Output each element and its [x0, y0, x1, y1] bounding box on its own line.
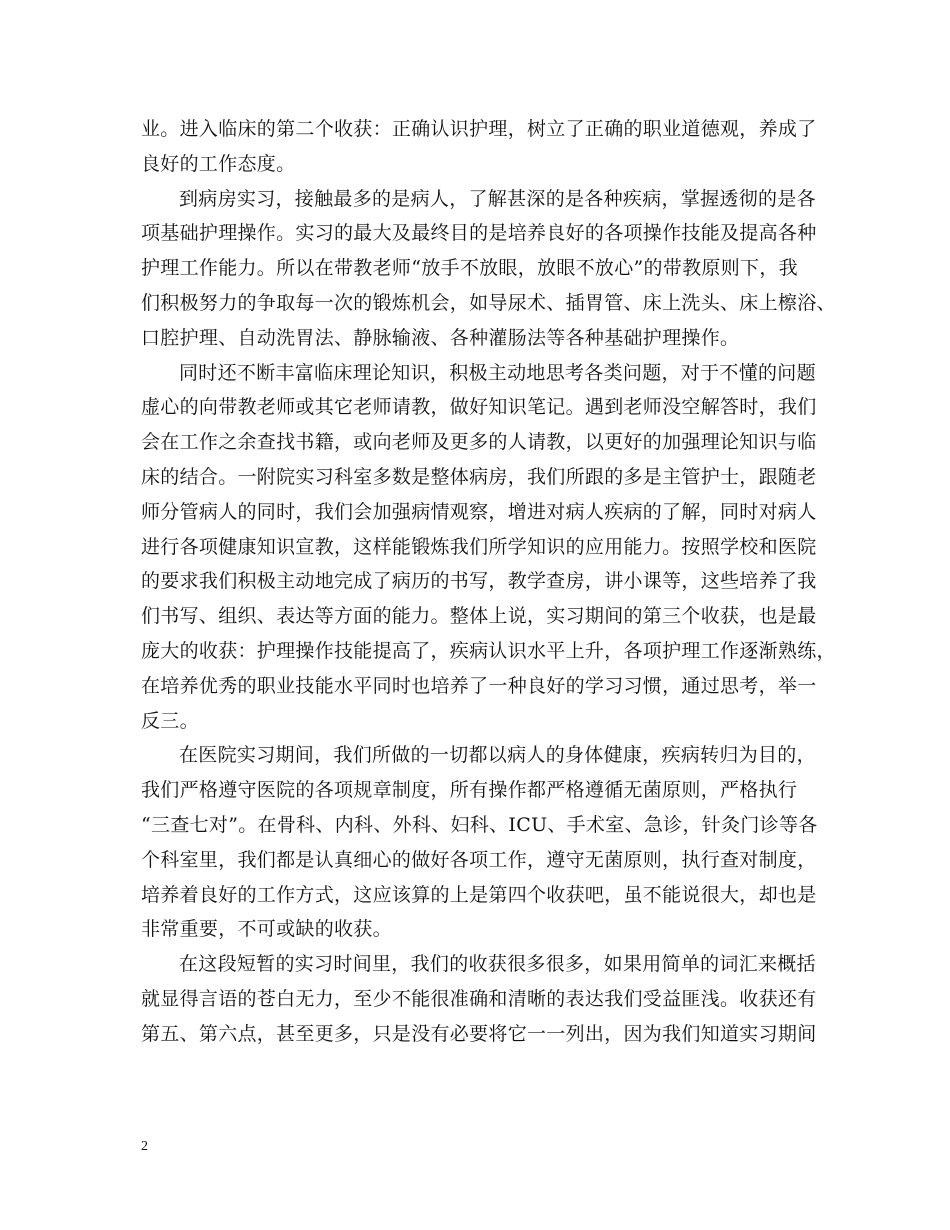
text-line: 反三。 — [141, 709, 199, 732]
text-line: 个科室里，我们都是认真细心的做好各项工作，遵守无菌原则，执行查对制度， — [141, 848, 817, 871]
body-text — [141, 112, 836, 1052]
text-line: 的要求我们积极主动地完成了病历的书写，教学查房，讲小课等，这些培养了我 — [141, 570, 817, 593]
text-line: 培养着良好的工作方式，这应该算的上是第四个收获吧，虽不能说很大，却也是 — [141, 883, 817, 906]
text-line: 良好的工作态度。 — [141, 152, 296, 175]
text-line: 在这段短暂的实习时间里，我们的收获很多很多，如果用简单的词汇来概括 — [179, 953, 816, 976]
paragraph-3 — [141, 356, 836, 739]
paragraph-1 — [141, 112, 821, 182]
text-line: 床的结合。一附院实习科室多数是整体病房，我们所跟的多是主管护士，跟随老 — [141, 465, 817, 488]
text-line: 到病房实习，接触最多的是病人，了解甚深的是各种疾病，掌握透彻的是各 — [179, 187, 816, 210]
text-line: 项基础护理操作。实习的最大及最终目的是培养良好的各项操作技能及提高各种 — [141, 222, 817, 245]
text-line: 们书写、组织、表达等方面的能力。整体上说，实习期间的第三个收获，也是最 — [141, 605, 817, 628]
text-line: 非常重要，不可或缺的收获。 — [141, 918, 392, 941]
text-line: 在医院实习期间，我们所做的一切都以病人的身体健康，疾病转归为目的， — [179, 744, 816, 767]
text-line: 庞大的收获：护理操作技能提高了，疾病认识水平上升，各项护理工作逐渐熟练， — [141, 639, 836, 662]
text-line: 业。进入临床的第二个收获：正确认识护理，树立了正确的职业道德观，养成了 — [141, 118, 817, 140]
text-line: 们积极努力的争取每一次的锻炼机会，如导尿术、插胃管、床上洗头、床上檫浴、 — [141, 291, 836, 314]
text-line: 会在工作之余查找书籍，或向老师及更多的人请教，以更好的加强理论知识与临 — [141, 431, 817, 454]
paragraph-5 — [141, 947, 821, 1051]
page-number: 2 — [141, 1139, 148, 1154]
text-line: 在培养优秀的职业技能水平同时也培养了一种良好的学习习惯，通过思考，举一 — [141, 674, 817, 697]
text-line: 就显得言语的苍白无力，至少不能很准确和清晰的表达我们受益匪浅。收获还有 — [141, 987, 817, 1010]
text-line: 第五、第六点，甚至更多，只是没有必要将它一一列出，因为我们知道实习期间 — [141, 1022, 817, 1045]
text-line: 护理工作能力。所以在带教老师“放手不放眼，放眼不放心”的带教原则下，我 — [141, 257, 798, 280]
text-line: 进行各项健康知识宣教，这样能锻炼我们所学知识的应用能力。按照学校和医院 — [141, 535, 817, 558]
text-line: 口腔护理、自动洗胃法、静脉输液、各种灌肠法等各种基础护理操作。 — [141, 326, 740, 349]
text-line: 师分管病人的同时，我们会加强病情观察，增进对病人疾病的了解，同时对病人 — [141, 500, 817, 523]
text-line: 同时还不断丰富临床理论知识，积极主动地思考各类问题，对于不懂的问题 — [179, 361, 816, 384]
text-line: 虚心的向带教老师或其它老师请教，做好知识笔记。遇到老师没空解答时，我们 — [141, 396, 817, 419]
text-line: “三查七对”。在骨科、内科、外科、妇科、ICU、手术室、急诊，针灸门诊等各 — [141, 813, 818, 836]
paragraph-4 — [141, 738, 821, 947]
text-line: 我们严格遵守医院的各项规章制度，所有操作都严格遵循无菌原则，严格执行 — [141, 779, 798, 802]
paragraph-2 — [141, 182, 836, 356]
